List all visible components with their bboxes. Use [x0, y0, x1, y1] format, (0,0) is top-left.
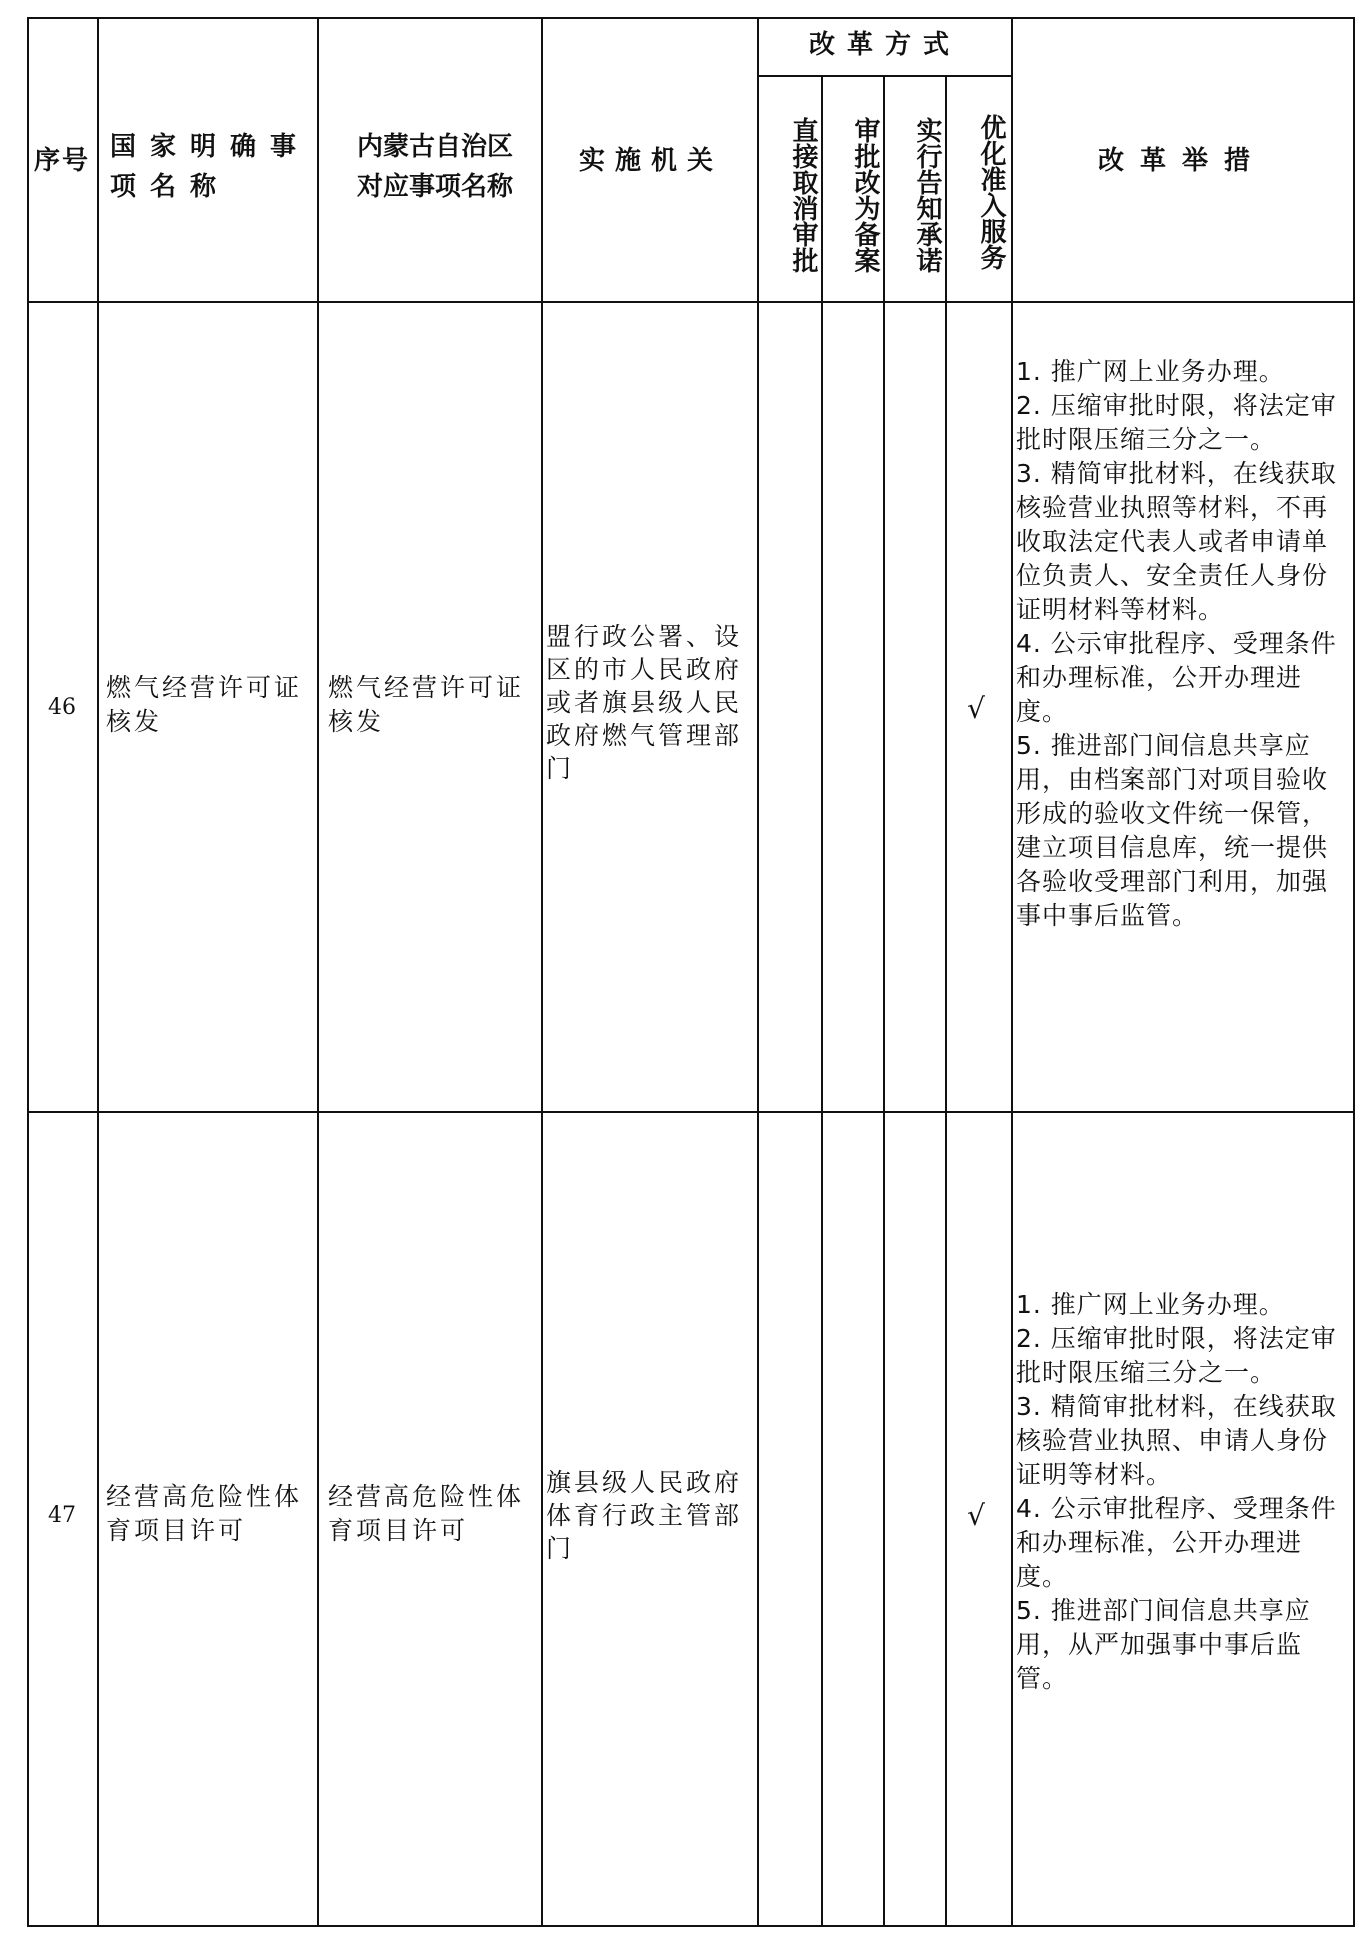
header-seq: 序号: [33, 146, 90, 176]
header-method-notify-commit: 实行告知承诺: [912, 117, 942, 273]
checkmark-icon: √: [967, 692, 985, 725]
measure-item: 5. 推进部门间信息共享应用，由档案部门对项目验收形成的验收文件统一保管，建立项目信息库，统一提供各验收受理部门利用，加强事中事后监管。: [1016, 731, 1329, 930]
measure-item: 2. 压缩审批时限，将法定审批时限压缩三分之一。: [1016, 391, 1337, 454]
header-imn-name-line2: 对应事项名称: [356, 172, 513, 202]
checkmark-icon: √: [967, 1499, 985, 1532]
row-seq: 46: [48, 695, 76, 720]
header-method-cancel: 直接取消审批: [788, 117, 818, 273]
header-method-optimize: 优化准入服务: [976, 114, 1006, 270]
header-imn-name: [330, 127, 540, 207]
row-national-name: 经营高危险性体育项目许可: [106, 1482, 303, 1545]
measure-item: 4. 公示审批程序、受理条件和办理标准，公开办理进度。: [1016, 1494, 1337, 1591]
measure-item: 4. 公示审批程序、受理条件和办理标准，公开办理进度。: [1016, 629, 1337, 726]
row-imn-name: 燃气经营许可证核发: [328, 673, 525, 736]
measure-item: 2. 压缩审批时限，将法定审批时限压缩三分之一。: [1016, 1324, 1337, 1387]
header-agency: 实施机关: [578, 146, 723, 176]
header-reform-method: 改革方式: [808, 30, 961, 60]
row-agency: 旗县级人民政府体育行政主管部门: [546, 1468, 743, 1563]
measure-item: 1. 推广网上业务办理。: [1016, 357, 1285, 386]
measure-item: 5. 推进部门间信息共享应用，从严加强事中事后监管。: [1016, 1596, 1311, 1693]
row-agency: 盟行政公署、设区的市人民政府或者旗县级人民政府燃气管理部门: [546, 622, 743, 783]
measure-item: 3. 精简审批材料，在线获取核验营业执照等材料，不再收取法定代表人或者申请单位负责人、安全责任人身份证明材料等材料。: [1016, 459, 1337, 624]
measure-item: 3. 精简审批材料，在线获取核验营业执照、申请人身份证明等材料。: [1016, 1392, 1337, 1489]
row-measures: [1016, 355, 1352, 933]
header-method-filing: 审批改为备案: [850, 117, 880, 273]
measure-item: 1. 推广网上业务办理。: [1016, 1290, 1285, 1319]
header-national-name: 国家明确事项名称: [110, 132, 311, 202]
row-imn-name: 经营高危险性体育项目许可: [328, 1482, 525, 1545]
row-national-name: 燃气经营许可证核发: [106, 673, 303, 736]
row-measures: [1016, 1288, 1352, 1696]
header-imn-name-line1: 内蒙古自治区: [356, 132, 513, 162]
row-seq: 47: [48, 1503, 76, 1528]
header-measures: 改革举措: [1097, 146, 1266, 176]
